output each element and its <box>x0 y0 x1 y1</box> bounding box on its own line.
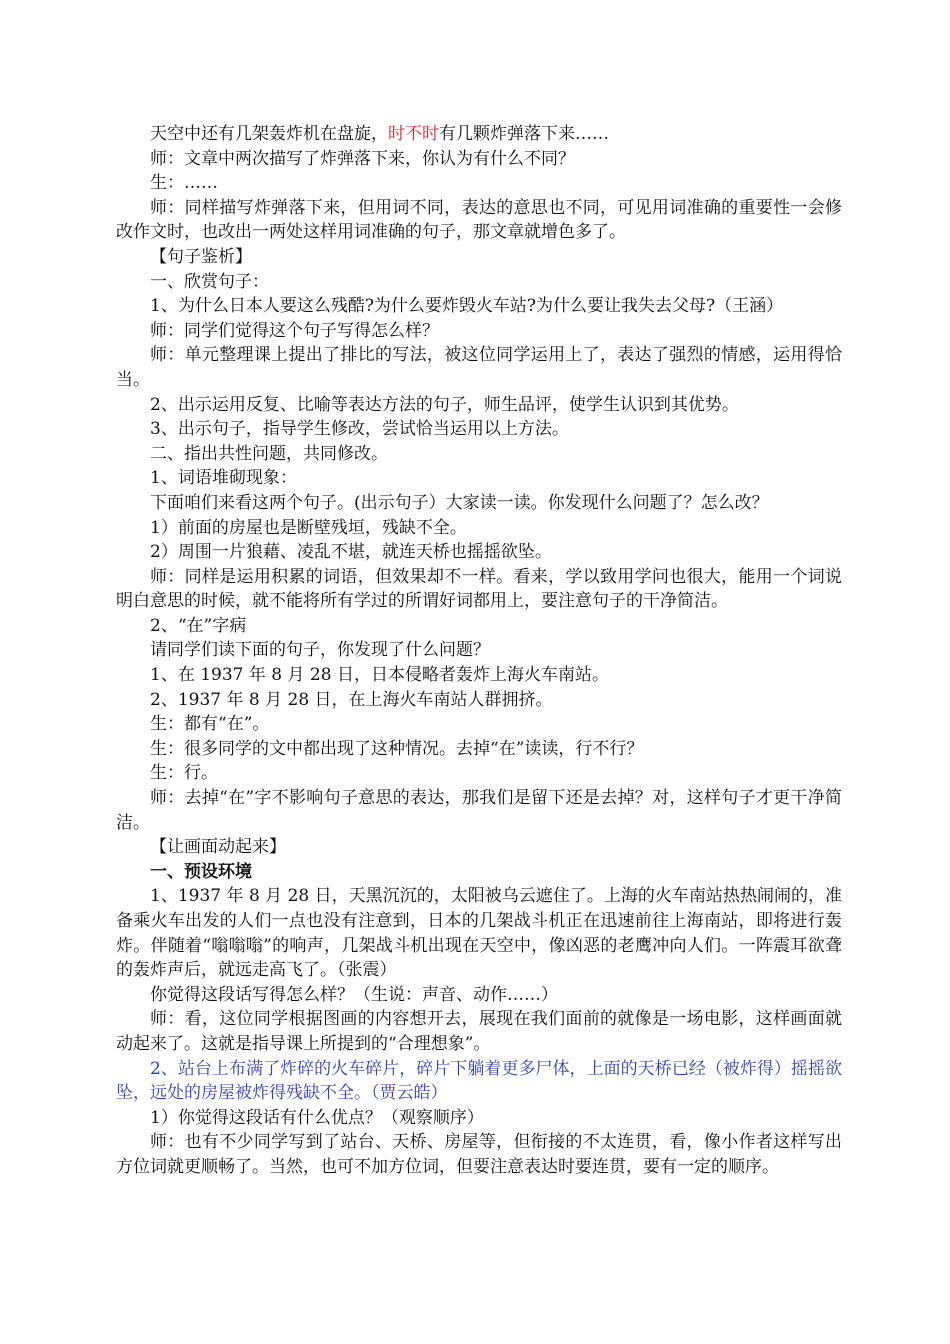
subsection-heading: 一、预设环境 <box>150 861 252 882</box>
dialogue-line: 师：文章中两次描写了炸弹落下来，你认为有什么不同？ <box>150 148 575 169</box>
example-paragraph: 1、1937 年 8 月 28 日，天黑沉沉的，太阳被乌云遮住了。上海的火车南站热热闹闹的，准备乘火车出发的人们一点也没有注意到，日本的几架战斗机正在迅速前往上海南站，即将进行轰炸。伴随着“嗡嗡嗡”的响声，几架战斗机出现在天空中，像凶恶的老鹰冲向人们。一阵震耳欲聋的轰炸声后，就远走高飞了。（张震） <box>116 886 842 981</box>
paragraph-text: 有几颗炸弹落下来…… <box>439 124 609 144</box>
dialogue-line: 师：同学们觉得这个句子写得怎么样？ <box>150 320 439 341</box>
highlighted-phrase: 时不时 <box>388 124 439 144</box>
paragraph: 下面咱们来看这两个句子。(出示句子）大家读一读。你发现什么问题了？怎么改？ <box>150 492 769 513</box>
section-heading: 【句子鉴析】 <box>150 246 252 267</box>
list-item: 1）你觉得这段话有什么优点？（观察顺序） <box>150 1107 484 1128</box>
example-sentence: 1、为什么日本人要这么残酷?为什么要炸毁火车站?为什么要让我失去父母?（王涵） <box>150 296 784 317</box>
list-item: 1、词语堆砌现象： <box>150 468 297 489</box>
dialogue-line: 师：看，这位同学根据图画的内容想开去，展现在我们面前的就像是一场电影，这样画面就动起来了。这就是指导课上所提到的“合理想象”。 <box>116 1009 842 1054</box>
list-item: 3、出示句子，指导学生修改，尝试恰当运用以上方法。 <box>150 419 569 440</box>
list-item: 2、“在”字病 <box>150 615 247 636</box>
dialogue-line: 师：同样是运用积累的词语，但效果却不一样。看来，学以致用学问也很大，能用一个词说明白意思的时候，就不能将所有学过的所谓好词都用上，要注意句子的干净简洁。 <box>116 566 842 612</box>
example-sentence: 1、在 1937 年 8 月 28 日，日本侵略者轰炸上海火车南站。 <box>150 665 609 686</box>
dialogue-line: 师：单元整理课上提出了排比的写法，被这位同学运用上了，表达了强烈的情感，运用得恰当。 <box>116 345 842 390</box>
example-sentence: 1）前面的房屋也是断壁残垣，残缺不全。 <box>150 517 467 538</box>
paragraph-text: 天空中还有几架轰炸机在盘旋， <box>150 124 388 144</box>
paragraph: 请同学们读下面的句子，你发现了什么问题？ <box>150 640 490 661</box>
dialogue-line: 生：…… <box>150 173 218 194</box>
example-sentence: 2、1937 年 8 月 28 日，在上海火车南站人群拥挤。 <box>150 689 553 710</box>
dialogue-line: 生：很多同学的文中都出现了这种情况。去掉“在”读读，行不行？ <box>150 738 644 759</box>
example-paragraph: 2、站台上布满了炸碎的火车碎片，碎片下躺着更多尸体，上面的天桥已经（被炸得）摇摇欲坠，远处的房屋被炸得残缺不全。（贾云皓） <box>116 1058 842 1104</box>
dialogue-line: 师：去掉“在”字不影响句子意思的表达，那我们是留下还是去掉？对，这样句子才更干净简洁。 <box>116 788 842 833</box>
subsection-heading: 二、指出共性问题，共同修改。 <box>150 443 388 464</box>
example-sentence: 2）周围一片狼藉、凌乱不堪，就连天桥也摇摇欲坠。 <box>150 542 552 563</box>
dialogue-line: 生：都有“在”。 <box>150 714 270 735</box>
section-heading: 【让画面动起来】 <box>150 837 286 858</box>
paragraph: 你觉得这段话写得怎么样？（生说：声音、动作……） <box>150 984 558 1005</box>
paragraph <box>116 122 842 147</box>
subsection-heading: 一、欣赏句子： <box>150 271 269 292</box>
dialogue-line: 师：同样描写炸弹落下来，但用词不同，表达的意思也不同，可见用词准确的重要性一会修改作文时，也改出一两处这样用词准确的句子，那文章就增色多了。 <box>116 197 842 243</box>
dialogue-line: 生：行。 <box>150 763 218 784</box>
dialogue-line: 师：也有不少同学写到了站台、天桥、房屋等，但衔接的不太连贯，看，像小作者这样写出方位词就更顺畅了。当然，也可不加方位词，但要注意表达时要连贯，要有一定的顺序。 <box>116 1132 842 1177</box>
document-page <box>116 122 842 1180</box>
list-item: 2、出示运用反复、比喻等表达方法的句子，师生品评，使学生认识到其优势。 <box>150 394 739 415</box>
